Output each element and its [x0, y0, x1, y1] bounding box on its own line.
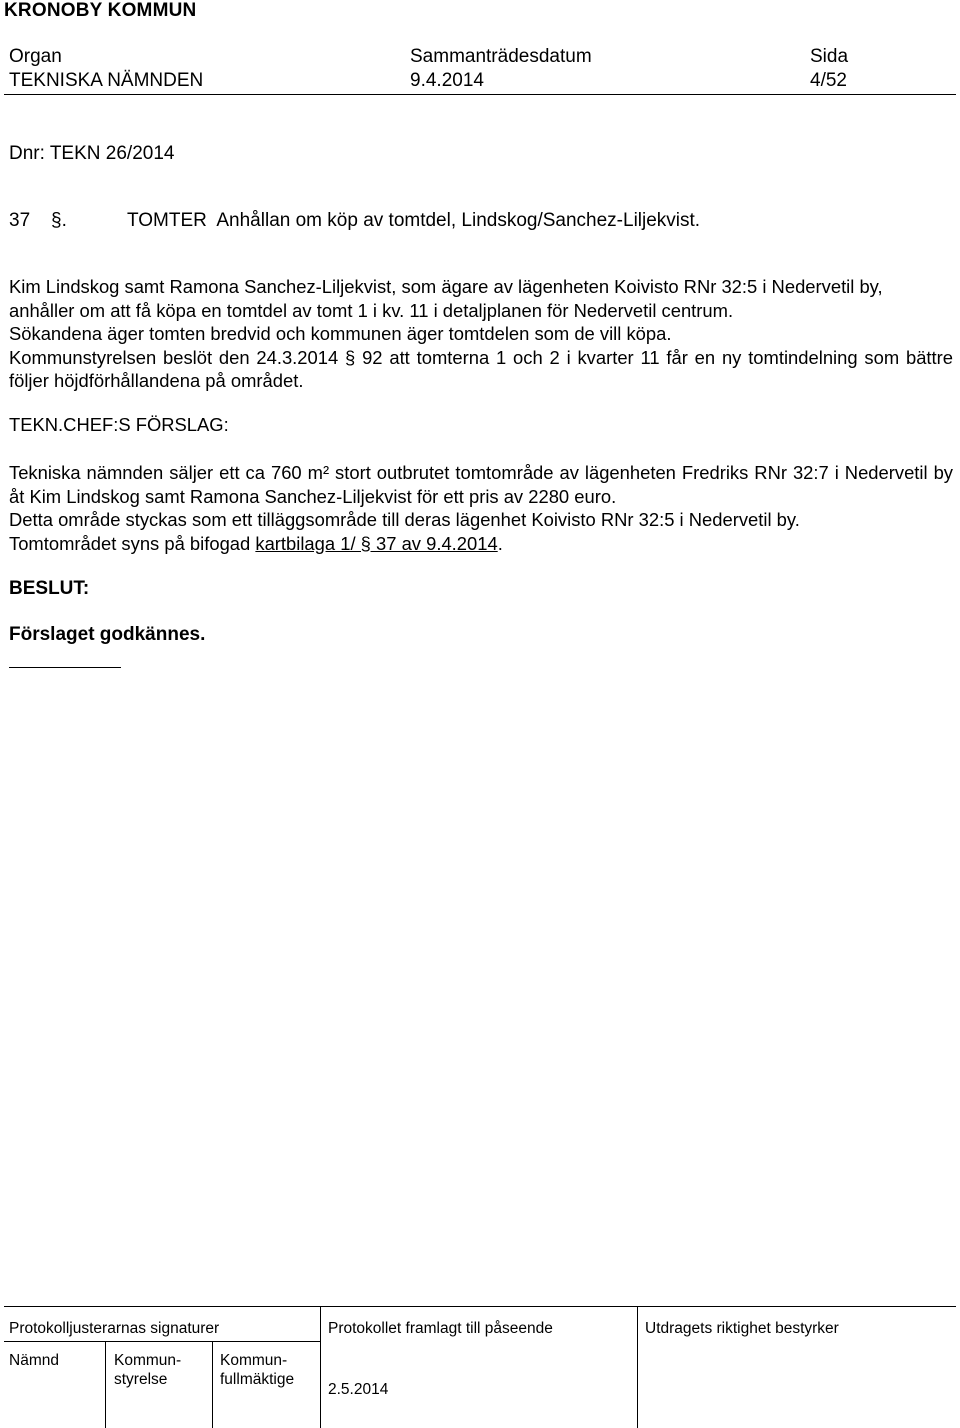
header-rule: [4, 94, 956, 95]
diary-number: Dnr: TEKN 26/2014: [9, 143, 175, 164]
page-number: 4/52: [810, 70, 847, 91]
meeting-date-label: Sammanträdesdatum: [410, 46, 592, 67]
item-heading: [9, 210, 700, 232]
proposal-paragraph-3-end: .: [497, 532, 503, 554]
footer-published-date: 2.5.2014: [328, 1381, 389, 1398]
item-title: TOMTER Anhållan om köp av tomtdel, Lindskog/Sanchez-Liljekvist.: [127, 210, 701, 231]
section-sign: §.: [51, 210, 67, 231]
decision-text: Förslaget godkännes.: [9, 624, 206, 645]
footer-subdivider-1: [105, 1341, 106, 1428]
intro-paragraph-3: Kommunstyrelsen beslöt den 24.3.2014 § 92 att tomterna 1 och 2 i kvarter 11 får en ny tomtindelning som bättre följer höjdförhållandena på området.: [9, 346, 953, 391]
intro-block: [9, 275, 953, 393]
decision-heading: BESLUT:: [9, 578, 90, 599]
organ-value: TEKNISKA NÄMNDEN: [9, 70, 204, 91]
footer-committee-label: Nämnd: [9, 1352, 59, 1369]
proposal-paragraph-3-text: Tomtområdet syns på bifogad: [9, 532, 256, 554]
intro-paragraph-1: Kim Lindskog samt Ramona Sanchez-Liljekvist, som ägare av lägenheten Koivisto RNr 32:5 i Nedervetil by, anhåller om att få köpa en tomtdel av tomt 1 i kv. 11 i detaljplanen för Nedervetil centrum.: [9, 276, 883, 321]
footer-council-label-2: fullmäktige: [220, 1371, 295, 1388]
proposal-paragraph-1: Tekniska nämnden säljer ett ca 760 m² stort outbrutet tomtområde av lägenheten Fredriks RNr 32:7 i Nedervetil by åt Kim Lindskog samt Ramona Sanchez-Liljekvist för ett pris av 2280 euro.: [9, 462, 953, 507]
footer-board-label-2: styrelse: [114, 1371, 168, 1388]
footer-council-label-1: Kommun-: [220, 1352, 288, 1369]
footer-top-rule: [4, 1306, 956, 1307]
end-rule: [9, 667, 121, 668]
footer-divider-1: [320, 1306, 321, 1428]
footer-posted-title: Protokollet framlagt till påseende: [328, 1320, 553, 1337]
map-attachment-reference: kartbilaga 1/ § 37 av 9.4.2014: [255, 532, 498, 554]
intro-paragraph-2: Sökandena äger tomten bredvid och kommunen äger tomtdelen som de vill köpa.: [9, 323, 672, 344]
organ-label: Organ: [9, 46, 62, 67]
footer-board-label-1: Kommun-: [114, 1352, 182, 1369]
meeting-date-value: 9.4.2014: [410, 70, 484, 91]
footer-divider-2: [637, 1306, 638, 1428]
footer-signatures-title: Protokolljusterarnas signaturer: [9, 1320, 220, 1337]
footer-certified-title: Utdragets riktighet bestyrker: [645, 1320, 839, 1337]
footer-signature-rule: [4, 1341, 320, 1342]
proposal-paragraph-3: [9, 532, 953, 556]
proposal-block: [9, 461, 953, 555]
footer-subdivider-2: [212, 1341, 213, 1428]
municipality-name: KRONOBY KOMMUN: [4, 0, 197, 21]
item-number: 37: [9, 210, 31, 231]
proposal-paragraph-2: Detta område styckas som ett tilläggsområde till deras lägenhet Koivisto RNr 32:5 i Nedervetil by.: [9, 509, 800, 530]
page-label: Sida: [810, 46, 849, 67]
proposal-heading: TEKN.CHEF:S FÖRSLAG:: [9, 414, 229, 435]
